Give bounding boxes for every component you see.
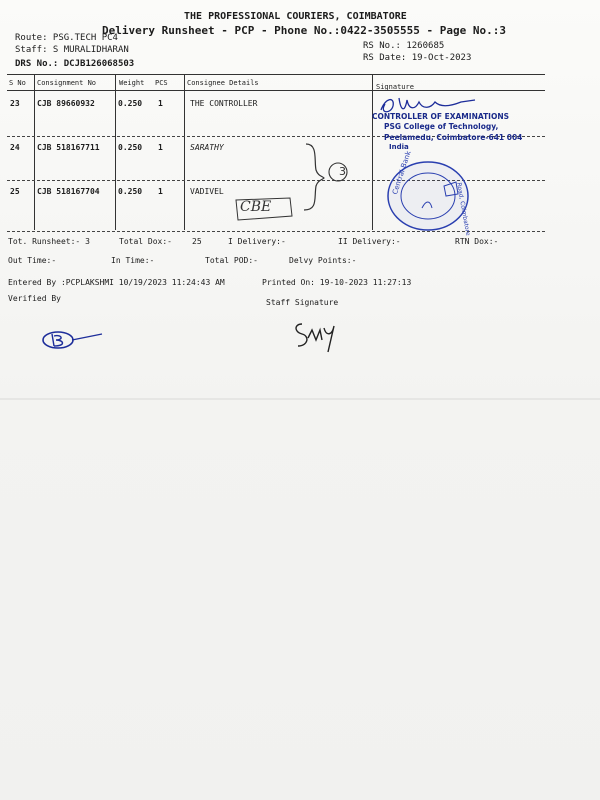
rs-number: RS No.: 1260685 xyxy=(363,41,445,51)
row-weight: 0.250 xyxy=(118,143,143,152)
staff-label: Staff: S MURALIDHARAN xyxy=(15,45,129,55)
row-weight: 0.250 xyxy=(118,187,143,196)
col-weight: Weight xyxy=(119,79,145,87)
col-consignment: Consignment No xyxy=(37,79,97,87)
drs-number: DRS No.: DCJB126068503 xyxy=(15,59,135,69)
table-header-rule xyxy=(7,90,545,91)
company-title: THE PROFESSIONAL COURIERS, COIMBATORE xyxy=(184,11,407,22)
verified-by-signature xyxy=(40,322,110,358)
staff-signature-label: Staff Signature xyxy=(266,298,339,307)
row-sno: 23 xyxy=(10,99,20,108)
row-consignment: CJB 518167704 xyxy=(37,187,100,196)
ii-delivery: II Delivery:- xyxy=(338,237,401,246)
row-sno: 24 xyxy=(10,143,20,152)
rs-date: RS Date: 19-Oct-2023 xyxy=(363,53,472,63)
out-time: Out Time:- xyxy=(8,256,57,265)
col-separator xyxy=(372,75,373,230)
row-pcs: 1 xyxy=(158,99,163,108)
runsheet-subtitle: Delivery Runsheet - PCP - Phone No.:0422-3505555 - Page No.:3 xyxy=(102,24,506,37)
verified-by: Verified By xyxy=(8,294,61,303)
total-dox-label: Total Dox:- xyxy=(119,237,172,246)
col-pcs: PCS xyxy=(155,79,168,87)
col-signature: Signature xyxy=(376,83,414,91)
col-separator xyxy=(184,75,185,230)
curly-brace-mark xyxy=(290,142,360,212)
handwritten-count: 3 xyxy=(339,165,346,178)
rtn-dox: RTN Dox:- xyxy=(455,237,499,246)
row-consignee: SARATHY xyxy=(190,143,224,152)
row-consignment: CJB 89660932 xyxy=(37,99,95,108)
stamp-line1: CONTROLLER OF EXAMINATIONS xyxy=(372,112,510,121)
delvy-points: Delvy Points:- xyxy=(289,256,357,265)
row-consignment: CJB 518167711 xyxy=(37,143,100,152)
entered-by: Entered By :PCPLAKSHMI 10/19/2023 11:24:43 AM xyxy=(8,278,225,287)
row-consignee: VADIVEL xyxy=(190,187,224,196)
bank-stamp-text: Central Bank xyxy=(391,149,413,196)
row-pcs: 1 xyxy=(158,143,163,152)
in-time: In Time:- xyxy=(111,256,155,265)
row-pcs: 1 xyxy=(158,187,163,196)
i-delivery: I Delivery:- xyxy=(228,237,286,246)
stamp-line2: PSG College of Technology, xyxy=(384,122,499,131)
paper-fold xyxy=(0,398,600,400)
col-consignee: Consignee Details xyxy=(187,79,259,87)
route-label: Route: PSG.TECH PC4 xyxy=(15,33,118,43)
printed-on: Printed On: 19-10-2023 11:27:13 xyxy=(262,278,412,287)
staff-signature xyxy=(290,316,340,356)
total-pod: Total POD:- xyxy=(205,256,258,265)
stamp-line3: Peelamedu, Coimbatore-641 004 xyxy=(384,133,523,142)
col-sno: S No xyxy=(9,79,26,87)
stamp-line4: India xyxy=(389,143,409,151)
cbe-handwriting: CBE xyxy=(240,199,272,215)
tot-runsheet: Tot. Runsheet:- 3 xyxy=(8,237,90,246)
row-weight: 0.250 xyxy=(118,99,143,108)
total-dox-value: 25 xyxy=(192,237,202,246)
row-consignee: THE CONTROLLER xyxy=(190,99,258,108)
table-top-rule xyxy=(7,74,545,75)
col-separator xyxy=(34,75,35,230)
bank-stamp-text-2: Road, Coimbatore xyxy=(455,182,472,237)
col-separator xyxy=(115,75,116,230)
row-sno: 25 xyxy=(10,187,20,196)
